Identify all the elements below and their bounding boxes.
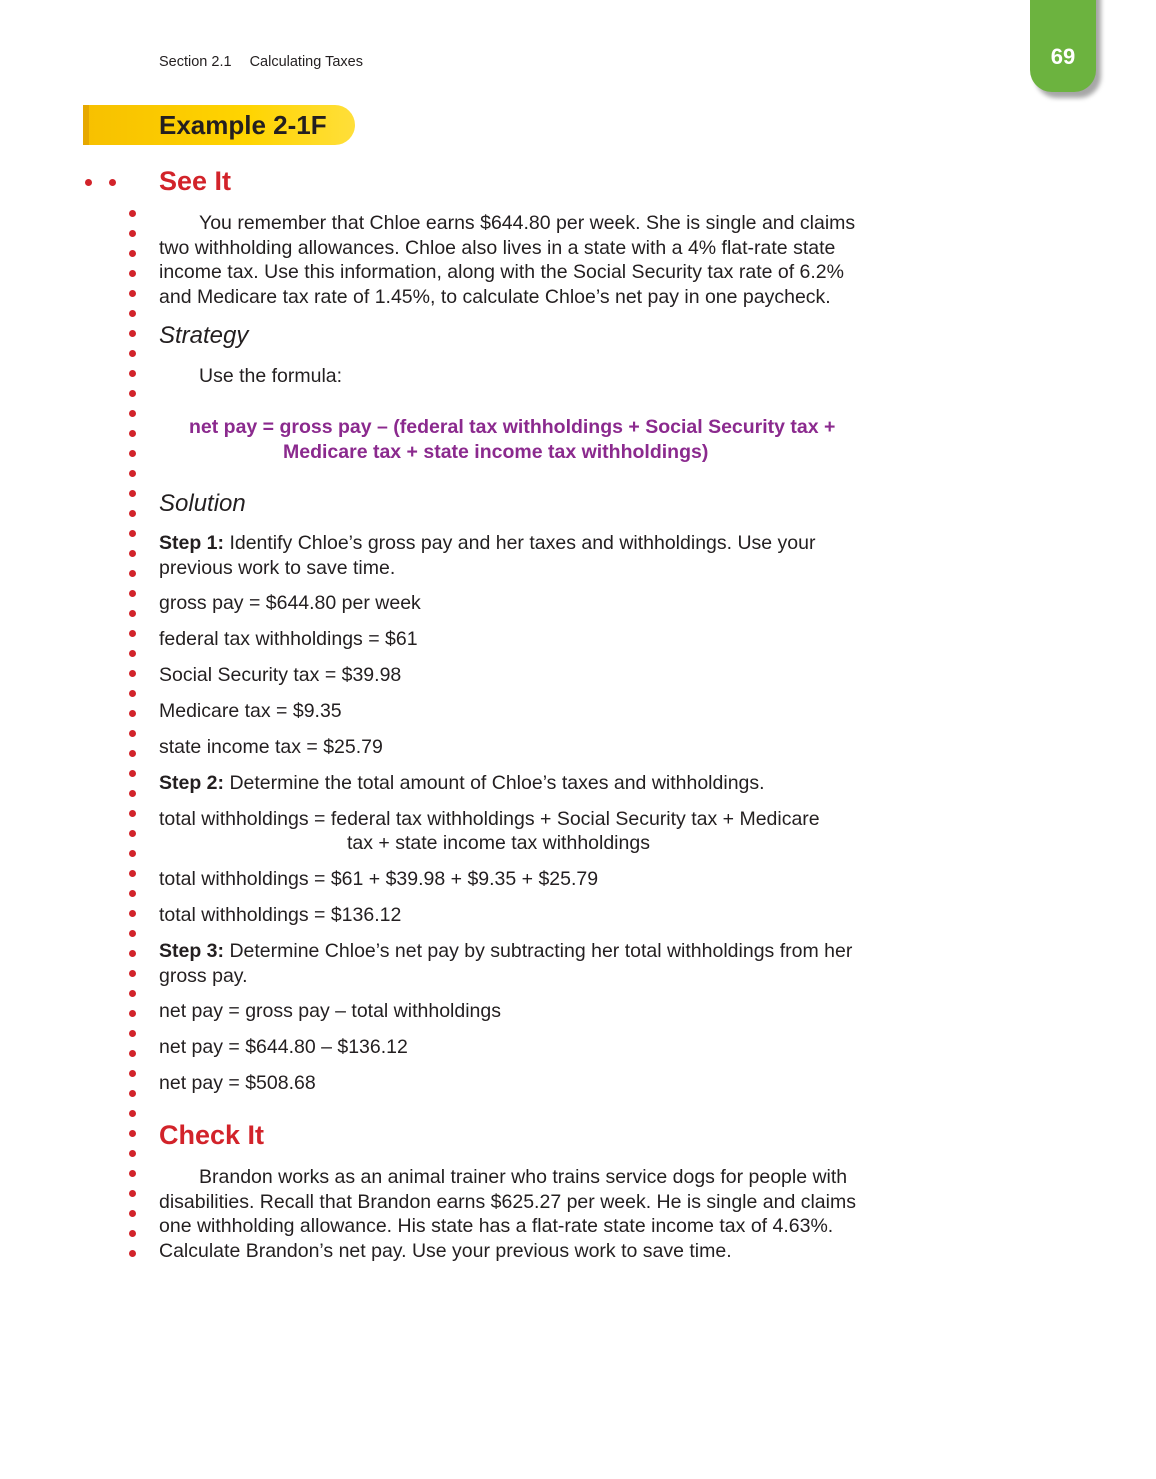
step-1-label: Step 1: [159,532,225,554]
total-withholdings-values: total withholdings = $61 + $39.98 + $9.35 + $25.79 [159,868,599,890]
decorative-dot [129,630,136,637]
solution-line: Social Security tax = $39.98 [159,664,402,686]
decorative-dot [109,179,116,186]
total-withholdings-formula: total withholdings = federal tax withholdings + Social Security tax + Medicare [159,808,820,830]
decorative-dot [129,790,136,797]
decorative-dot [129,1030,136,1037]
example-banner [83,105,355,145]
net-pay-line: net pay = gross pay – total withholdings [159,1000,502,1022]
decorative-dot [129,570,136,577]
see-it-heading: See It [159,166,232,196]
decorative-dot [129,210,136,217]
decorative-dot [129,870,136,877]
step-2 [159,771,879,796]
formula-line-2: Medicare tax + state income tax withholdings) [283,441,709,463]
decorative-dot [129,970,136,977]
step-2-label: Step 2: [159,772,225,794]
decorative-dot [129,990,136,997]
decorative-dot [129,330,136,337]
page-number: 69 [1050,44,1076,69]
solution-line: gross pay = $644.80 per week [159,592,421,614]
decorative-dot [129,810,136,817]
decorative-dot [129,770,136,777]
decorative-dot [85,179,92,186]
decorative-dot [129,930,136,937]
decorative-dot [129,830,136,837]
section-number: Section 2.1 [159,54,232,70]
decorative-dot-row [85,179,125,189]
decorative-dot [129,230,136,237]
decorative-dot [129,290,136,297]
decorative-dot [129,710,136,717]
step-3-label: Step 3: [159,940,225,962]
decorative-dot [129,890,136,897]
decorative-dot [129,1250,136,1257]
decorative-dot [129,270,136,277]
decorative-dot [129,250,136,257]
decorative-dot [129,310,136,317]
decorative-dot [129,650,136,657]
decorative-dot [129,350,136,357]
check-it-heading: Check It [159,1120,265,1150]
solution-line: state income tax = $25.79 [159,736,383,758]
decorative-dot [129,730,136,737]
decorative-dot [129,1190,136,1197]
step-3-text: Determine Chloe’s net pay by subtracting her total withholdings from her gross pay. [159,940,853,987]
decorative-dot [129,1150,136,1157]
decorative-dot [129,670,136,677]
decorative-dot [129,530,136,537]
total-withholdings-formula-cont: tax + state income tax withholdings [347,832,650,854]
total-withholdings-result: total withholdings = $136.12 [159,904,402,926]
formula-line-1: net pay = gross pay – (federal tax withholdings + Social Security tax + [189,416,836,438]
step-1-text: Identify Chloe’s gross pay and her taxes and withholdings. Use your previous work to save time. [159,532,816,579]
decorative-dot [129,1110,136,1117]
decorative-dot [129,690,136,697]
step-1 [159,531,859,580]
decorative-dot [129,430,136,437]
decorative-dot [129,550,136,557]
solution-line: Medicare tax = $9.35 [159,700,342,722]
solution-line: federal tax withholdings = $61 [159,628,418,650]
running-header [159,54,363,70]
decorative-dot [129,1050,136,1057]
strategy-intro: Use the formula: [199,365,343,387]
decorative-dot [129,1170,136,1177]
decorative-dot [129,1090,136,1097]
decorative-dot [129,470,136,477]
net-pay-line: net pay = $508.68 [159,1072,316,1094]
page-number-tab [1030,0,1096,92]
decorative-dot [129,370,136,377]
decorative-dot [129,510,136,517]
decorative-dot [129,950,136,957]
decorative-dot [129,1130,136,1137]
strategy-heading: Strategy [159,322,249,349]
decorative-dot [129,750,136,757]
solution-heading: Solution [159,490,246,517]
section-title: Calculating Taxes [249,54,363,70]
decorative-dot [129,850,136,857]
decorative-dot-column [129,210,137,1260]
decorative-dot [129,610,136,617]
step-2-text: Determine the total amount of Chloe’s taxes and withholdings. [229,772,765,794]
decorative-dot [129,1210,136,1217]
see-it-paragraph: You remember that Chloe earns $644.80 per week. She is single and claims two withholding allowances. Chloe also lives in a state with a 4% flat-rate state income tax. Use this information, along with the Social Security tax rate of 6.2% and Medicare tax rate of 1.45%, to calculate Chloe’s net pay in one paycheck. [159,212,856,308]
decorative-dot [129,1010,136,1017]
decorative-dot [129,410,136,417]
net-pay-line: net pay = $644.80 – $136.12 [159,1036,408,1058]
decorative-dot [129,910,136,917]
decorative-dot [129,1070,136,1077]
example-title: Example 2-1F [159,110,327,140]
decorative-dot [129,490,136,497]
decorative-dot [129,450,136,457]
step-3 [159,939,869,988]
decorative-dot [129,1230,136,1237]
decorative-dot [129,390,136,397]
check-it-paragraph: Brandon works as an animal trainer who trains service dogs for people with disabilities. Recall that Brandon earns $625.27 per week. He is single and claims one withholding allowance. His state has a flat-rate state income tax of 4.63%. Calculate Brandon’s net pay. Use your previous work to save time. [159,1166,856,1262]
decorative-dot [129,590,136,597]
